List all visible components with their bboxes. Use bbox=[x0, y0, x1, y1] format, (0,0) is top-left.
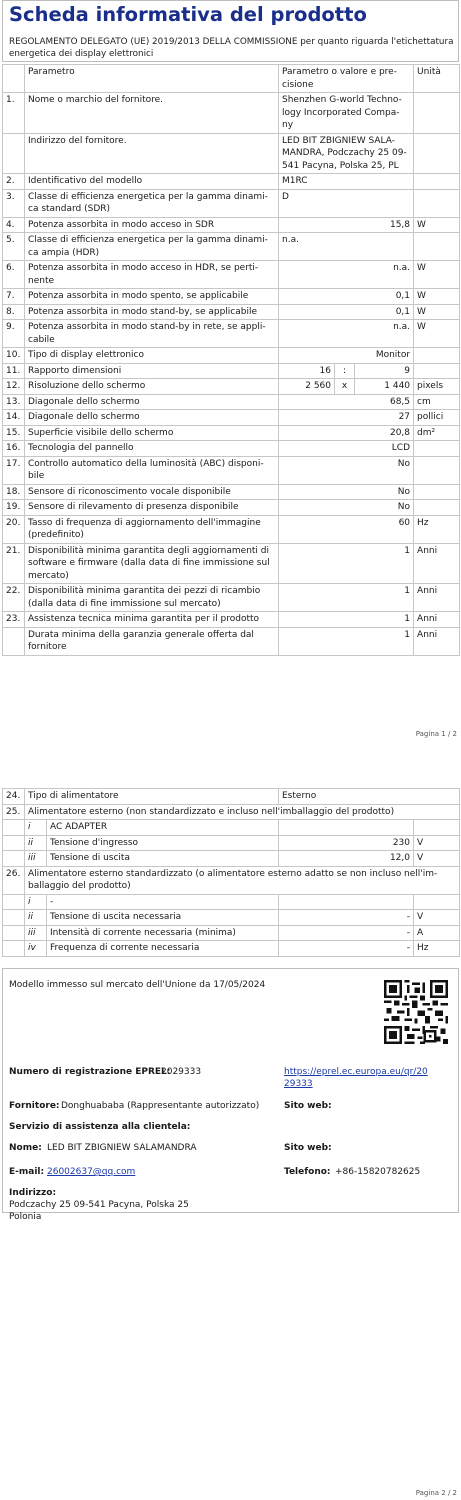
row-number: 15. bbox=[3, 425, 25, 441]
row-label: Intensità di corrente necessaria (minima) bbox=[47, 925, 279, 941]
row-label: Potenza assorbita in modo stand-by in rete, se appli- cabile bbox=[25, 320, 279, 348]
row-number: 8. bbox=[3, 304, 25, 320]
table-row bbox=[3, 217, 460, 233]
row-value-separator: x bbox=[335, 379, 355, 395]
table-row bbox=[3, 515, 460, 543]
qr-code-icon bbox=[384, 980, 448, 1044]
table-row bbox=[3, 500, 460, 516]
row-unit bbox=[414, 363, 460, 379]
table-row bbox=[3, 320, 460, 348]
spec-table-2 bbox=[2, 788, 460, 957]
supplier-info-box bbox=[2, 968, 459, 1222]
row-value: n.a. bbox=[279, 233, 414, 261]
table-row bbox=[3, 363, 460, 379]
row-value: - bbox=[279, 910, 414, 926]
row-label: Classe di efficienza energetica per la gamma dinami- ca standard (SDR) bbox=[25, 189, 279, 217]
regulation-subtitle: REGOLAMENTO DELEGATO (UE) 2019/2013 DELLA COMMISSIONE per quanto riguarda l'etichettatura energetica dei display elettronici bbox=[9, 37, 454, 59]
row-value: 15,8 bbox=[279, 217, 414, 233]
table-row bbox=[3, 174, 460, 190]
table-row bbox=[3, 789, 460, 805]
row-label: - bbox=[47, 894, 279, 910]
row-unit bbox=[414, 484, 460, 500]
row-label: Classe di efficienza energetica per la gamma dinami- ca ampia (HDR) bbox=[25, 233, 279, 261]
row-number: 9. bbox=[3, 320, 25, 348]
table-row bbox=[3, 851, 460, 867]
row-label: Disponibilità minima garantita degli aggiornamenti di software e firmware (dalla data di fine immissione sul mercato) bbox=[25, 543, 279, 584]
row-label: Indirizzo del fornitore. bbox=[25, 133, 279, 174]
row-number bbox=[3, 627, 25, 655]
row-label: AC ADAPTER bbox=[47, 820, 279, 836]
row-number: 4. bbox=[3, 217, 25, 233]
row-value: 1 bbox=[279, 612, 414, 628]
row-number bbox=[3, 133, 25, 174]
row-value: n.a. bbox=[279, 261, 414, 289]
name-label: Nome: bbox=[9, 1143, 42, 1153]
row-label: Potenza assorbita in modo stand-by, se applicabile bbox=[25, 304, 279, 320]
table-row bbox=[3, 484, 460, 500]
table-row bbox=[3, 941, 460, 957]
row-value-1: 16 bbox=[279, 363, 335, 379]
row-number: 12. bbox=[3, 379, 25, 395]
row-label: Tensione di uscita necessaria bbox=[47, 910, 279, 926]
eprel-link-cont[interactable]: 29333 bbox=[284, 1079, 313, 1089]
row-unit bbox=[414, 820, 460, 836]
table-row bbox=[3, 866, 460, 894]
row-number: 25. bbox=[3, 804, 25, 820]
row-value: 1 bbox=[279, 627, 414, 655]
row-label: Durata minima della garanzia generale offerta dal fornitore bbox=[25, 627, 279, 655]
row-number: 1. bbox=[3, 93, 25, 134]
table-row bbox=[3, 820, 460, 836]
row-unit bbox=[414, 133, 460, 174]
row-unit bbox=[414, 894, 460, 910]
row-value: 0,1 bbox=[279, 304, 414, 320]
table-row bbox=[3, 394, 460, 410]
spec-table bbox=[2, 64, 460, 656]
row-unit bbox=[414, 348, 460, 364]
row-label: Diagonale dello schermo bbox=[25, 410, 279, 426]
row-value: No bbox=[279, 500, 414, 516]
row-value: No bbox=[279, 484, 414, 500]
row-label: Diagonale dello schermo bbox=[25, 394, 279, 410]
row-value: 20,8 bbox=[279, 425, 414, 441]
table-row bbox=[3, 627, 460, 655]
row-label: Risoluzione dello schermo bbox=[25, 379, 279, 395]
row-value: 27 bbox=[279, 410, 414, 426]
sub-index: ii bbox=[25, 835, 47, 851]
sub-index: iv bbox=[25, 941, 47, 957]
row-label: Disponibilità minima garantita dei pezzi di ricambio (dalla data di fine immissione sul mercato) bbox=[25, 584, 279, 612]
row-value: 68,5 bbox=[279, 394, 414, 410]
row-unit bbox=[414, 233, 460, 261]
row-label: Potenza assorbita in modo acceso in SDR bbox=[25, 217, 279, 233]
row-unit: Anni bbox=[414, 627, 460, 655]
row-number: 14. bbox=[3, 410, 25, 426]
row-unit: pollici bbox=[414, 410, 460, 426]
address-line-2: Polonia bbox=[9, 1212, 42, 1222]
table-header-row bbox=[3, 65, 460, 93]
page-2 bbox=[2, 786, 459, 1500]
eprel-label: Numero di registrazione EPREL: bbox=[9, 1067, 171, 1077]
row-unit: pixels bbox=[414, 379, 460, 395]
row-unit bbox=[414, 93, 460, 134]
row-label: Assistenza tecnica minima garantita per il prodotto bbox=[25, 612, 279, 628]
row-number: 18. bbox=[3, 484, 25, 500]
page-number-2: Pagina 2 / 2 bbox=[415, 1489, 457, 1497]
row-label: Sensore di riconoscimento vocale disponibile bbox=[25, 484, 279, 500]
row-unit bbox=[414, 189, 460, 217]
table-row bbox=[3, 910, 460, 926]
row-number: 24. bbox=[3, 789, 25, 805]
row-number: 23. bbox=[3, 612, 25, 628]
row-value-separator: : bbox=[335, 363, 355, 379]
row-number: 16. bbox=[3, 441, 25, 457]
table-row bbox=[3, 133, 460, 174]
table-row bbox=[3, 441, 460, 457]
row-unit: V bbox=[414, 851, 460, 867]
eprel-number: 2029333 bbox=[161, 1067, 202, 1077]
table-row bbox=[3, 584, 460, 612]
row-unit: Hz bbox=[414, 515, 460, 543]
row-number: 11. bbox=[3, 363, 25, 379]
sub-index: iii bbox=[25, 851, 47, 867]
page-1 bbox=[2, 0, 459, 740]
row-number: 26. bbox=[3, 866, 25, 894]
sub-index: i bbox=[25, 820, 47, 836]
row-label: Tipo di alimentatore bbox=[25, 789, 279, 805]
header-unit: Unità bbox=[414, 65, 460, 93]
row-value: M1RC bbox=[279, 174, 414, 190]
row-label: Controllo automatico della luminosità (ABC) disponi- bile bbox=[25, 456, 279, 484]
row-unit: Anni bbox=[414, 612, 460, 628]
row-label: Alimentatore esterno standardizzato (o alimentatore esterno adatto se non incluso nell'im- ballaggio del prodotto) bbox=[25, 866, 460, 894]
row-unit: A bbox=[414, 925, 460, 941]
table-row bbox=[3, 379, 460, 395]
row-label: Rapporto dimensioni bbox=[25, 363, 279, 379]
row-value bbox=[279, 894, 414, 910]
page-number: Pagina 1 / 2 bbox=[415, 730, 457, 738]
row-value: 230 bbox=[279, 835, 414, 851]
row-value: 1 bbox=[279, 543, 414, 584]
row-label: Tensione di uscita bbox=[47, 851, 279, 867]
customer-service-label: Servizio di assistenza alla clientela: bbox=[9, 1122, 191, 1132]
row-value: Esterno bbox=[279, 789, 460, 805]
header-blank bbox=[3, 65, 25, 93]
eprel-link[interactable]: https://eprel.ec.europa.eu/qr/20 bbox=[284, 1067, 428, 1077]
row-unit bbox=[414, 456, 460, 484]
row-label: Tecnologia del pannello bbox=[25, 441, 279, 457]
row-unit: V bbox=[414, 910, 460, 926]
row-value: Shenzhen G-world Techno- logy Incorporated Compa- ny bbox=[279, 93, 414, 134]
row-label: Nome o marchio del fornitore. bbox=[25, 93, 279, 134]
row-unit bbox=[414, 174, 460, 190]
sub-index: iii bbox=[25, 925, 47, 941]
row-unit: cm bbox=[414, 394, 460, 410]
row-unit: W bbox=[414, 217, 460, 233]
row-label: Frequenza di corrente necessaria bbox=[47, 941, 279, 957]
row-value: 1 bbox=[279, 584, 414, 612]
row-label: Potenza assorbita in modo acceso in HDR, se perti- nente bbox=[25, 261, 279, 289]
email-label: E-mail: bbox=[9, 1167, 45, 1177]
email-link[interactable]: 26002637@qq.com bbox=[47, 1167, 136, 1177]
row-number: 20. bbox=[3, 515, 25, 543]
row-value: No bbox=[279, 456, 414, 484]
table-row bbox=[3, 804, 460, 820]
title-box bbox=[2, 0, 459, 62]
table-row bbox=[3, 425, 460, 441]
row-value: Monitor bbox=[279, 348, 414, 364]
row-unit: Hz bbox=[414, 941, 460, 957]
sub-index: i bbox=[25, 894, 47, 910]
table-row bbox=[3, 304, 460, 320]
table-row bbox=[3, 925, 460, 941]
row-unit: W bbox=[414, 304, 460, 320]
row-unit bbox=[414, 500, 460, 516]
table-row bbox=[3, 612, 460, 628]
website-label-2: Sito web: bbox=[284, 1143, 332, 1153]
table-row bbox=[3, 894, 460, 910]
row-number: 10. bbox=[3, 348, 25, 364]
row-unit: Anni bbox=[414, 543, 460, 584]
row-value: - bbox=[279, 941, 414, 957]
row-unit: dm² bbox=[414, 425, 460, 441]
table-row bbox=[3, 543, 460, 584]
row-unit: V bbox=[414, 835, 460, 851]
market-date-text: Modello immesso sul mercato dell'Unione da 17/05/2024 bbox=[9, 980, 266, 990]
table-row bbox=[3, 189, 460, 217]
row-label: Identificativo del modello bbox=[25, 174, 279, 190]
row-number: 7. bbox=[3, 289, 25, 305]
supplier-label: Fornitore: bbox=[9, 1101, 60, 1111]
row-unit: Anni bbox=[414, 584, 460, 612]
row-value: - bbox=[279, 925, 414, 941]
row-label: Tensione d'ingresso bbox=[47, 835, 279, 851]
supplier-value: Donghuababa (Rappresentante autorizzato) bbox=[61, 1101, 260, 1111]
page-title: Scheda informativa del prodotto bbox=[9, 3, 367, 26]
row-value-2: 1 440 bbox=[355, 379, 414, 395]
row-number: 21. bbox=[3, 543, 25, 584]
row-value: n.a. bbox=[279, 320, 414, 348]
row-label: Superficie visibile dello schermo bbox=[25, 425, 279, 441]
row-label: Sensore di rilevamento di presenza disponibile bbox=[25, 500, 279, 516]
row-unit: W bbox=[414, 289, 460, 305]
row-value bbox=[279, 820, 414, 836]
table-row bbox=[3, 835, 460, 851]
row-value: LCD bbox=[279, 441, 414, 457]
table-row bbox=[3, 261, 460, 289]
row-unit: W bbox=[414, 320, 460, 348]
row-number: 3. bbox=[3, 189, 25, 217]
row-number: 6. bbox=[3, 261, 25, 289]
row-label: Potenza assorbita in modo spento, se applicabile bbox=[25, 289, 279, 305]
row-label: Tasso di frequenza di aggiornamento dell'immagine (predefinito) bbox=[25, 515, 279, 543]
row-value: 12,0 bbox=[279, 851, 414, 867]
table-row bbox=[3, 410, 460, 426]
header-value: Parametro o valore e pre- cisione bbox=[279, 65, 414, 93]
table-row bbox=[3, 233, 460, 261]
header-param: Parametro bbox=[25, 65, 279, 93]
row-number: 17. bbox=[3, 456, 25, 484]
row-label: Tipo di display elettronico bbox=[25, 348, 279, 364]
row-unit: W bbox=[414, 261, 460, 289]
row-number: 19. bbox=[3, 500, 25, 516]
table-row bbox=[3, 348, 460, 364]
table-row bbox=[3, 289, 460, 305]
row-number: 22. bbox=[3, 584, 25, 612]
table-row bbox=[3, 456, 460, 484]
row-unit bbox=[414, 441, 460, 457]
row-value-1: 2 560 bbox=[279, 379, 335, 395]
row-label: Alimentatore esterno (non standardizzato e incluso nell'imballaggio del prodotto) bbox=[25, 804, 460, 820]
row-number: 2. bbox=[3, 174, 25, 190]
phone-value: +86-15820782625 bbox=[335, 1167, 421, 1177]
row-number: 13. bbox=[3, 394, 25, 410]
sub-index: ii bbox=[25, 910, 47, 926]
phone-label: Telefono: bbox=[284, 1167, 331, 1177]
row-value: 0,1 bbox=[279, 289, 414, 305]
table-row bbox=[3, 93, 460, 134]
address-line-1: Podczachy 25 09-541 Pacyna, Polska 25 bbox=[9, 1200, 189, 1210]
address-label: Indirizzo: bbox=[9, 1188, 57, 1198]
row-value: 60 bbox=[279, 515, 414, 543]
website-label: Sito web: bbox=[284, 1101, 332, 1111]
row-value: D bbox=[279, 189, 414, 217]
row-number: 5. bbox=[3, 233, 25, 261]
name-value: LED BIT ZBIGNIEW SALAMANDRA bbox=[47, 1143, 197, 1153]
row-value: LED BIT ZBIGNIEW SALA- MANDRA, Podczachy 25 09-541 Pacyna, Polska 25, PL bbox=[279, 133, 414, 174]
row-value-2: 9 bbox=[355, 363, 414, 379]
